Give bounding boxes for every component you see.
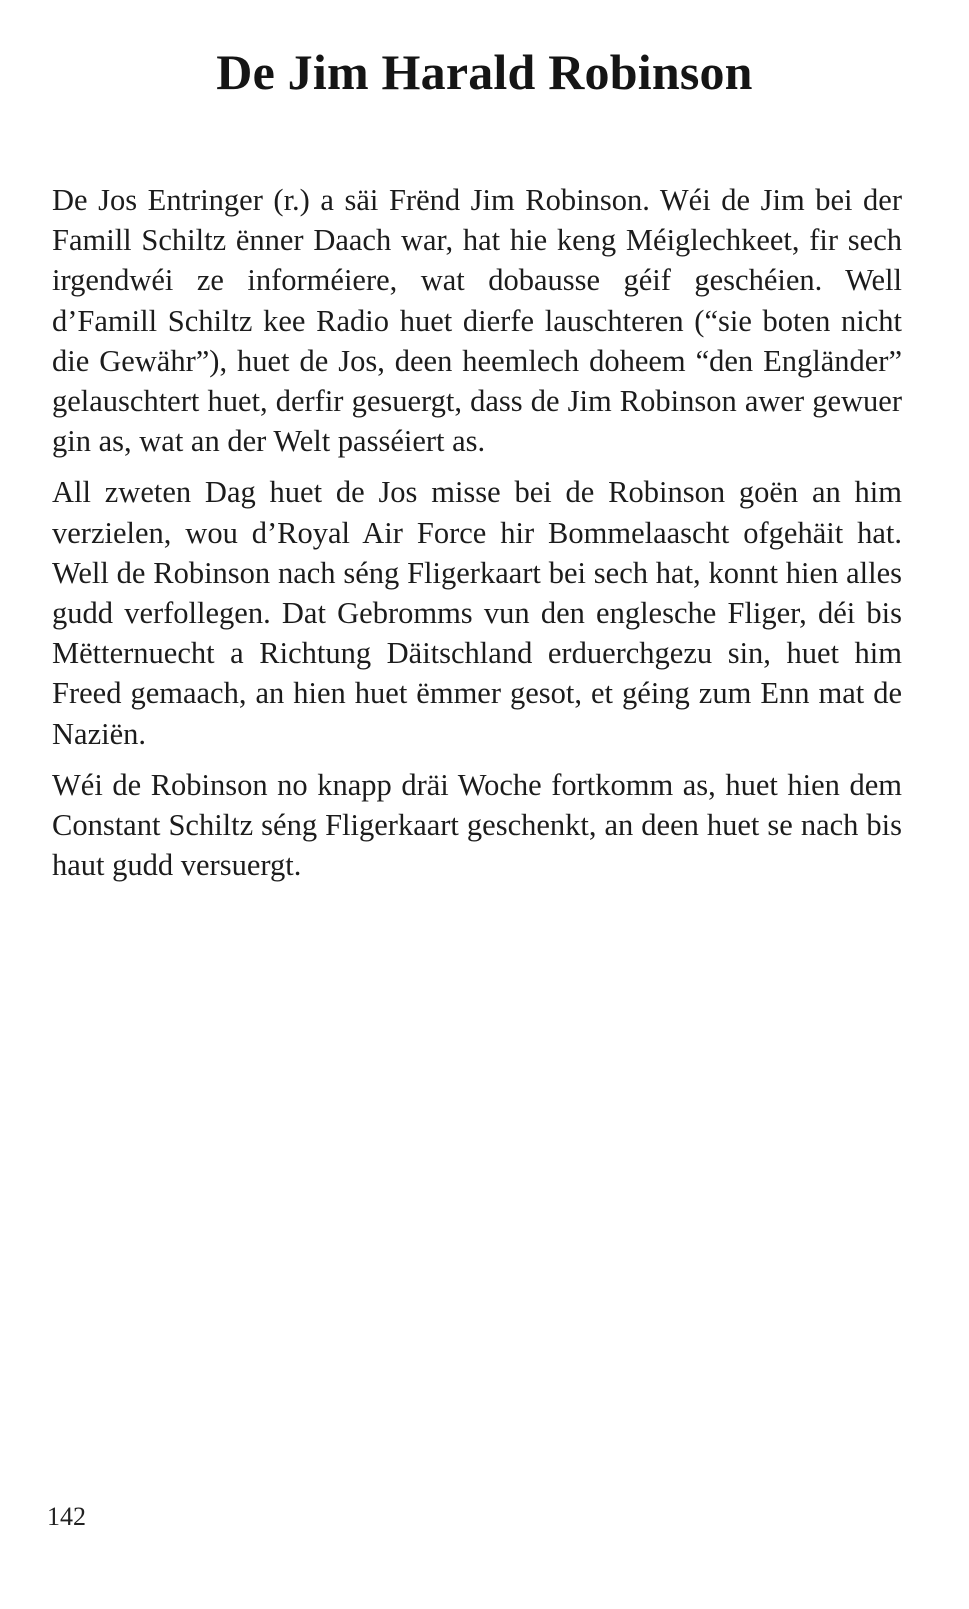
paragraph-3: Wéi de Robinson no knapp dräi Woche fortkomm as, huet hien dem Constant Schiltz séng Fligerkaart geschenkt, an deen huet se nach bis haut gudd versuergt. [52,767,902,883]
paragraph-2: All zweten Dag huet de Jos misse bei de Robinson goën an him verzielen, wou d’Royal Air Force hir Bommelaascht ofgehäit hat. Well de Robinson nach séng Fligerkaart bei sech hat, konnt hien alles gudd verfollegen. Dat Gebromms vun den englesche Fliger, déi bis Mëtternuecht a Richtung Däitschland erduerchgezu sin, huet him Freed gemaach, an hien huet ëmmer gesot, et géing zum Enn mat de Naziën. [52,475,902,751]
page-title: De Jim Harald Robinson [216,44,753,100]
body-text [52,180,902,896]
page-number: 142 [47,1502,86,1531]
paragraph-1: De Jos Entringer (r.) a säi Frënd Jim Robinson. Wéi de Jim bei der Famill Schiltz ënner Daach war, hat hie keng Méiglechkeet, fir sech irgendwéi ze informéiere, wat dobausse géif geschéien. Well d’Famill Schiltz kee Radio huet dierfe lauschteren (“sie boten nicht die Gewähr”), huet de Jos, deen heemlech doheem “den Engländer” gelauschtert huet, derfir gesuergt, dass de Jim Robinson awer gewuer gin as, wat an der Welt passéiert as. [52,183,902,459]
